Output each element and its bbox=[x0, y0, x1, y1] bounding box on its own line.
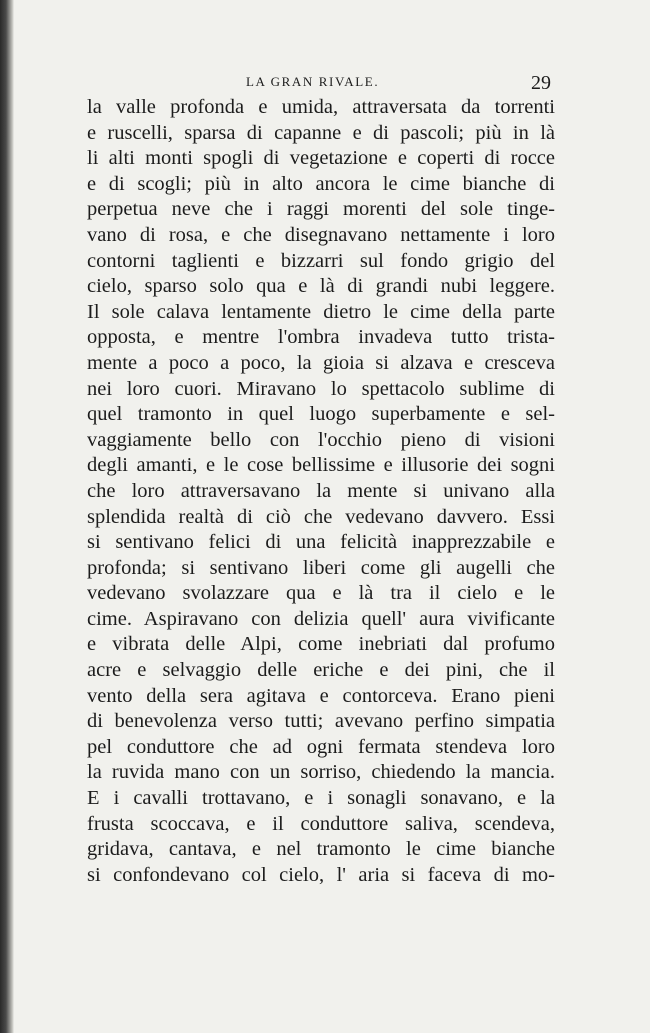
text-line: si confondevano col cielo, l' aria si faceva di mo- bbox=[87, 863, 555, 886]
text-line: e di scogli; più in alto ancora le cime bianche di bbox=[87, 172, 555, 195]
text-line: Il sole calava lentamente dietro le cime della parte bbox=[87, 300, 555, 323]
text-line: di benevolenza verso tutti; avevano perfino simpatia bbox=[87, 710, 555, 733]
text-line: gridava, cantava, e nel tramonto le cime bianche bbox=[87, 838, 555, 861]
text-line: la valle profonda e umida, attraversata da torrenti bbox=[87, 96, 555, 118]
text-line: vaggiamente bello con l'occhio pieno di visioni bbox=[87, 428, 555, 451]
text-line: opposta, e mentre l'ombra invadeva tutto trista- bbox=[87, 326, 555, 349]
text-line: mente a poco a poco, la gioia si alzava e cresceva bbox=[87, 351, 555, 374]
text-line: e vibrata delle Alpi, come inebriati dal profumo bbox=[87, 633, 555, 656]
text-line: quel tramonto in quel luogo superbamente e sel- bbox=[87, 403, 555, 426]
running-title: LA GRAN RIVALE. bbox=[246, 74, 380, 89]
text-line: li alti monti spogli di vegetazione e coperti di rocce bbox=[87, 147, 555, 170]
text-line: contorni taglienti e bizzarri sul fondo grigio del bbox=[87, 249, 555, 272]
text-line: la ruvida mano con un sorriso, chiedendo la mancia. bbox=[87, 761, 555, 784]
text-line: frusta scoccava, e il conduttore saliva, scendeva, bbox=[87, 812, 555, 835]
text-line: si sentivano felici di una felicità inapprezzabile e bbox=[87, 531, 555, 554]
text-line: splendida realtà di ciò che vedevano davvero. Essi bbox=[87, 505, 555, 528]
text-line: vano di rosa, e che disegnavano nettamente i loro bbox=[87, 223, 555, 246]
text-line: perpetua neve che i raggi morenti del sole tinge- bbox=[87, 198, 555, 221]
text-line: E i cavalli trottavano, e i sonagli sonavano, e la bbox=[87, 787, 555, 810]
text-line: e ruscelli, sparsa di capanne e di pascoli; più in là bbox=[87, 121, 555, 144]
page-number: 29 bbox=[531, 72, 551, 94]
text-line: profonda; si sentivano liberi come gli augelli che bbox=[87, 556, 555, 579]
text-line: cielo, sparso solo qua e là di grandi nubi leggere. bbox=[87, 275, 555, 298]
text-line: cime. Aspiravano con delizia quell' aura vivificante bbox=[87, 607, 555, 630]
text-line: nei loro cuori. Miravano lo spettacolo sublime di bbox=[87, 377, 555, 400]
text-line: acre e selvaggio delle eriche e dei pini, che il bbox=[87, 659, 555, 682]
text-line: che loro attraversavano la mente si univano alla bbox=[87, 479, 555, 502]
body-text bbox=[87, 95, 555, 888]
page-binding-edge bbox=[0, 0, 14, 1033]
text-line: vento della sera agitava e contorceva. Erano pieni bbox=[87, 684, 555, 707]
book-page bbox=[14, 0, 650, 1033]
text-line: vedevano svolazzare qua e là tra il cielo e le bbox=[87, 582, 555, 605]
text-line: degli amanti, e le cose bellissime e illusorie dei sogni bbox=[87, 454, 555, 477]
text-line: pel conduttore che ad ogni fermata stendeva loro bbox=[87, 735, 555, 758]
